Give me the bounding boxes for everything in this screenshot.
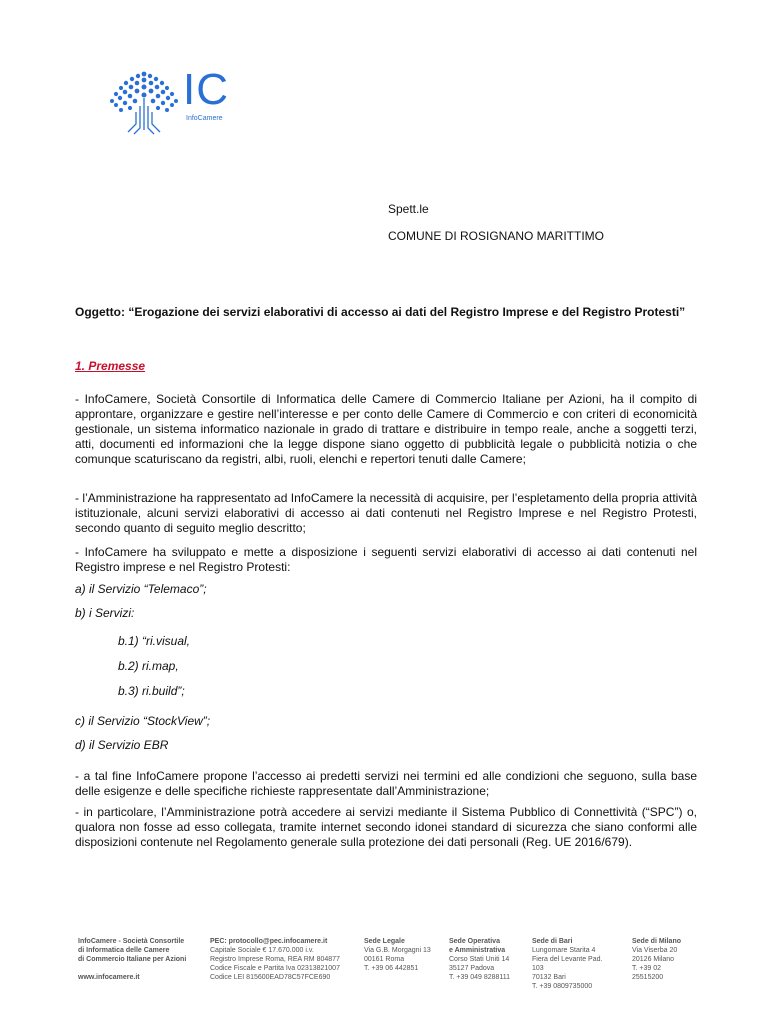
list-item-b: b) i Servizi: — [75, 606, 135, 620]
list-subitem-b1: b.1) “ri.visual, — [118, 634, 191, 648]
footer-line — [78, 964, 203, 973]
logo-brand-text: IC — [183, 65, 229, 114]
footer-line: Registro Imprese Roma, REA RM 804877 — [210, 956, 340, 963]
footer-company — [78, 937, 203, 982]
footer-sede-legale — [364, 937, 446, 973]
footer-website-link[interactable]: www.infocamere.it — [78, 974, 140, 981]
subject-line: Oggetto: “Erogazione dei servizi elaborativi di accesso ai dati del Registro Imprese e del Registro Protesti” — [75, 305, 686, 319]
footer-sede-operativa — [449, 937, 529, 982]
footer-line: Sede Legale — [364, 938, 405, 945]
footer-line: 00161 Roma — [364, 956, 405, 963]
footer-line: T. +39 02 — [632, 965, 661, 972]
list-item-c: c) il Servizio “StockView”; — [75, 714, 211, 728]
section-title: 1. Premesse — [75, 359, 146, 373]
list-subitem-b3: b.3) ri.build”; — [118, 684, 185, 698]
footer-line: Lungomare Starita 4 — [532, 947, 596, 954]
footer-line: Sede di Bari — [532, 938, 573, 945]
logo-subtitle: InfoCamere — [186, 115, 223, 122]
footer-line: e Amministrativa — [449, 947, 506, 954]
footer-line: Codice LEI 815600EAD78C57FCE690 — [210, 974, 331, 981]
footer-line: 70132 Bari — [532, 974, 566, 981]
paragraph-servizi: - InfoCamere ha sviluppato e mette a disposizione i seguenti servizi elaborativi di accesso ai dati contenuti nel Registro imprese e nel Registro Protesti: — [75, 545, 697, 574]
footer-line: T. +39 0809735000 — [532, 983, 593, 990]
footer-sede-milano — [632, 937, 702, 982]
paragraph-connettivita: - in particolare, l’Amministrazione potrà accedere ai servizi mediante il Sistema Pubblico di Connettività (“SPC”) o, qualora non fosse ad esso collegata, tramite internet secondo idonei standard di sicurezza che siano conformi alle disposizioni contenute nel Regolamento generale sulla protezione dei dati personali (Reg. UE 2016/679). — [75, 805, 697, 849]
footer-line: 25515200 — [632, 974, 664, 981]
addressee-salutation: Spett.le — [388, 202, 429, 216]
footer-line: T. +39 06 442851 — [364, 965, 419, 972]
footer-line: Codice Fiscale e Partita Iva 02313821007 — [210, 965, 340, 972]
paragraph-amministrazione: - l’Amministrazione ha rappresentato ad InfoCamere la necessità di acquisire, per l’espletamento della propria attività istituzionale, alcuni servizi elaborativi di accesso ai dati contenuti nel Registro Imprese e nel Registro Protesti, secondo quanto di seguito meglio descritto; — [75, 491, 697, 535]
list-item-a: a) il Servizio “Telemaco”; — [75, 582, 207, 596]
footer-sede-bari — [532, 937, 624, 991]
footer-line: 103 — [532, 965, 544, 972]
footer-line: Fiera del Levante Pad. — [532, 956, 603, 963]
footer-line: 20126 Milano — [632, 956, 675, 963]
footer-line: Via Viserba 20 — [632, 947, 678, 954]
footer-line: Sede Operativa — [449, 938, 500, 945]
footer-registry — [210, 937, 360, 982]
footer-line: Corso Stati Uniti 14 — [449, 956, 510, 963]
paragraph-infocamere: - InfoCamere, Società Consortile di Informatica delle Camere di Commercio Italiane per Azioni, ha il compito di approntare, organizzare e gestire nell’interesse e per conto delle Camere di Commercio e con criteri di economicità gestionale, un sistema informatico nazionale in grado di trattare e distribuire in tempo reale, anche a soggetti terzi, atti, documenti ed informazioni che la legge dispone siano oggetto di pubblicità legale o pubblicità notizia o che comunque scaturiscano da registri, albi, ruoli, elenchi e repertori tenuti dalle Camere; — [75, 392, 697, 466]
footer-line: di Informatica delle Camere — [78, 947, 170, 954]
footer-line: di Commercio Italiane per Azioni — [78, 956, 187, 963]
addressee-name: COMUNE DI ROSIGNANO MARITTIMO — [388, 229, 604, 243]
footer-line: InfoCamere - Società Consortile — [78, 938, 185, 945]
paragraph-accesso: - a tal fine InfoCamere propone l’accesso ai predetti servizi nei termini ed alle condizioni che seguono, sulla base delle esigenze e delle specifiche richieste rappresentate dall’Amministrazione; — [75, 769, 697, 798]
list-subitem-b2: b.2) ri.map, — [118, 659, 179, 673]
footer-line: Sede di Milano — [632, 938, 682, 945]
footer-line: Via G.B. Morgagni 13 — [364, 947, 431, 954]
footer-line: 35127 Padova — [449, 965, 495, 972]
footer-line: T. +39 049 8288111 — [449, 974, 511, 981]
footer-pec-email[interactable]: PEC: protocollo@pec.infocamere.it — [210, 938, 328, 945]
list-item-d: d) il Servizio EBR — [75, 738, 169, 752]
footer-line: Capitale Sociale € 17.670.000 i.v. — [210, 947, 314, 954]
